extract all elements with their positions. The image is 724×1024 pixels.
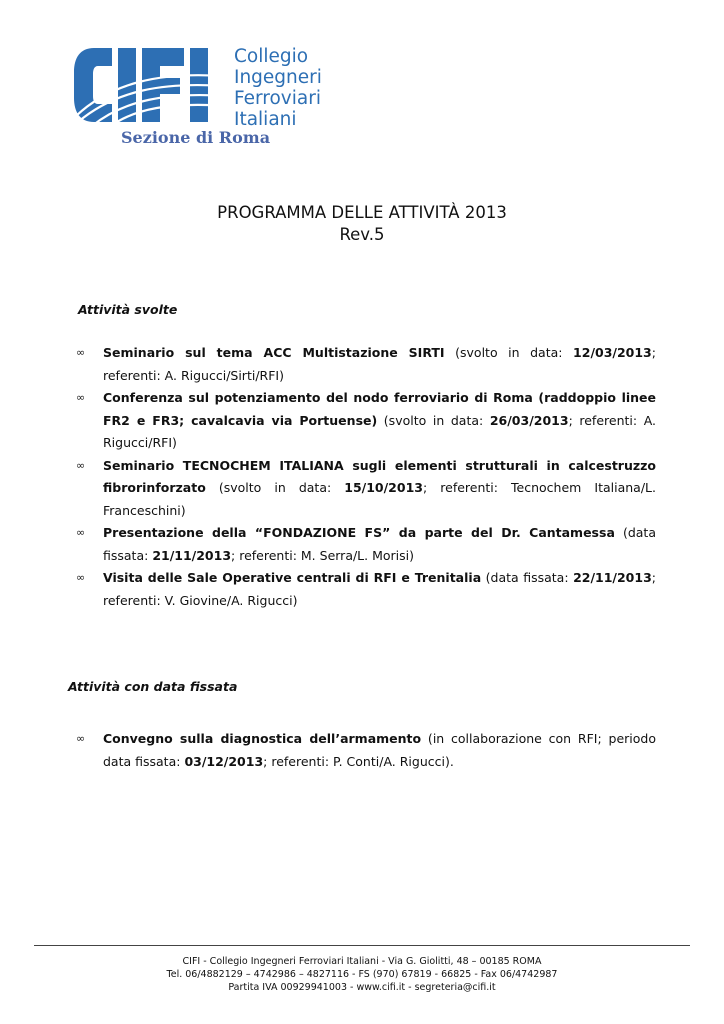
scheduled-list [76, 728, 656, 773]
org-name [234, 46, 322, 130]
footer-address: CIFI - Collegio Ingegneri Ferroviari Italiani - Via G. Giolitti, 48 – 00185 ROMA [182, 956, 542, 967]
org-line: Ingegneri [234, 67, 322, 88]
list-item: ∞ Seminario TECNOCHEM ITALIANA sugli elementi strutturali in calcestruzzo fibrorinforzato (svolto in data: 15/10/2013; referenti: Tecnochem Italiana/L. Franceschini) [76, 455, 656, 523]
footer-divider [34, 945, 690, 946]
scheduled-heading: Attività con data fissata [68, 679, 238, 694]
list-item: ∞ Conferenza sul potenziamento del nodo ferroviario di Roma (raddoppio linee FR2 e FR3; cavalcavia via Portuense) (svolto in data: 26/03/2013; referenti: A. Rigucci/RFI) [76, 387, 656, 455]
bullet-icon: ∞ [76, 458, 86, 472]
list-item: ∞ Presentazione della “FONDAZIONE FS” da parte del Dr. Cantamessa (data fissata: 21/11/2013; referenti: M. Serra/L. Morisi) [76, 522, 656, 567]
section-name: Sezione di Roma [121, 128, 271, 147]
cifi-logo-mark [72, 42, 232, 128]
bullet-icon: ∞ [76, 391, 86, 404]
bullet-icon: ∞ [76, 732, 86, 745]
bullet-icon: ∞ [76, 571, 86, 584]
footer-phones: Tel. 06/4882129 – 4742986 – 4827116 - FS (970) 67819 - 66825 - Fax 06/4742987 [166, 969, 558, 980]
bullet-icon: ∞ [76, 346, 86, 359]
list-item: ∞ Convegno sulla diagnostica dell’armamento (in collaborazione con RFI; periodo data fissata: 03/12/2013; referenti: P. Conti/A. Rigucci). [76, 728, 656, 773]
done-list [76, 342, 656, 612]
cifi-logo [72, 42, 332, 152]
org-line: Italiani [234, 109, 297, 130]
bullet-icon: ∞ [76, 526, 86, 539]
org-line: Ferroviari [234, 88, 321, 109]
footer-contacts: Partita IVA 00929941003 - www.cifi.it - segreteria@cifi.it [228, 982, 496, 993]
list-item: ∞ Visita delle Sale Operative centrali di RFI e Trenitalia (data fissata: 22/11/2013; referenti: V. Giovine/A. Rigucci) [76, 567, 656, 612]
org-line: Collegio [234, 46, 309, 67]
page-title: PROGRAMMA DELLE ATTIVITÀ 2013 [217, 203, 507, 222]
list-item: ∞ Seminario sul tema ACC Multistazione SIRTI (svolto in data: 12/03/2013; referenti: A. Rigucci/Sirti/RFI) [76, 342, 656, 387]
revision-label: Rev.5 [339, 225, 385, 244]
done-heading: Attività svolte [78, 302, 178, 317]
